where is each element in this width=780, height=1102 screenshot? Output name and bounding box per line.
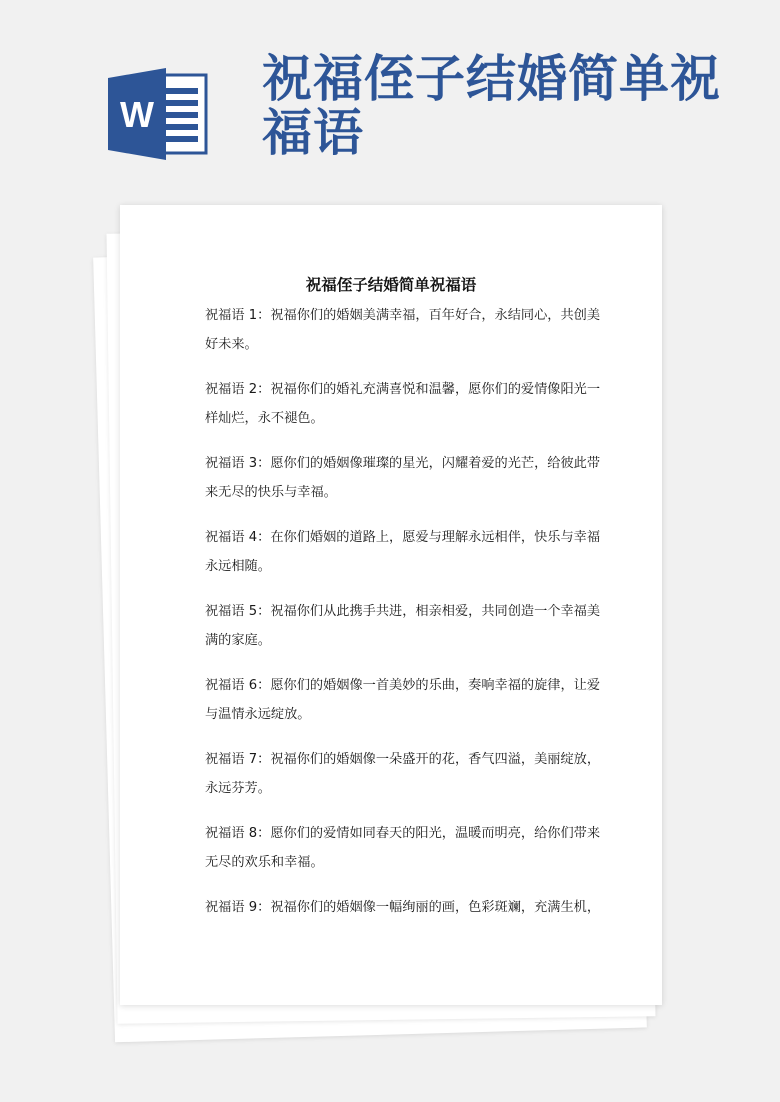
document-title: 祝福侄子结婚简单祝福语 — [305, 276, 477, 294]
blessing-paragraph: 祝福语 6：愿你们的婚姻像一首美妙的乐曲，奏响幸福的旋律，让爱与温情永远绽放。 — [205, 678, 601, 722]
blessing-paragraph: 祝福语 2：祝福你们的婚礼充满喜悦和温馨，愿你们的爱情像阳光一样灿烂，永不褪色。 — [205, 382, 601, 426]
logo-letter: W — [120, 94, 154, 135]
blessing-paragraph: 祝福语 7：祝福你们的婚姻像一朵盛开的花，香气四溢，美丽绽放，永远芬芳。 — [205, 752, 601, 796]
blessing-paragraph: 祝福语 8：愿你们的爱情如同春天的阳光，温暖而明亮，给你们带来无尽的欢乐和幸福。 — [205, 826, 601, 870]
document-page — [120, 205, 662, 1005]
blessing-paragraph: 祝福语 9：祝福你们的婚姻像一幅绚丽的画，色彩斑斓，充满生机， — [205, 900, 601, 915]
word-document-icon — [108, 66, 208, 162]
banner-title: 祝福侄子结婚简单祝福语 — [262, 49, 721, 162]
blessing-paragraph: 祝福语 5：祝福你们从此携手共进，相亲相爱，共同创造一个幸福美满的家庭。 — [205, 604, 601, 648]
blessing-paragraph: 祝福语 3：愿你们的婚姻像璀璨的星光，闪耀着爱的光芒，给彼此带来无尽的快乐与幸福。 — [205, 456, 601, 500]
blessing-paragraph: 祝福语 4：在你们婚姻的道路上，愿爱与理解永远相伴，快乐与幸福永远相随。 — [205, 530, 601, 574]
document-body — [205, 301, 611, 938]
blessing-paragraph: 祝福语 1：祝福你们的婚姻美满幸福，百年好合，永结同心，共创美好未来。 — [205, 308, 601, 352]
